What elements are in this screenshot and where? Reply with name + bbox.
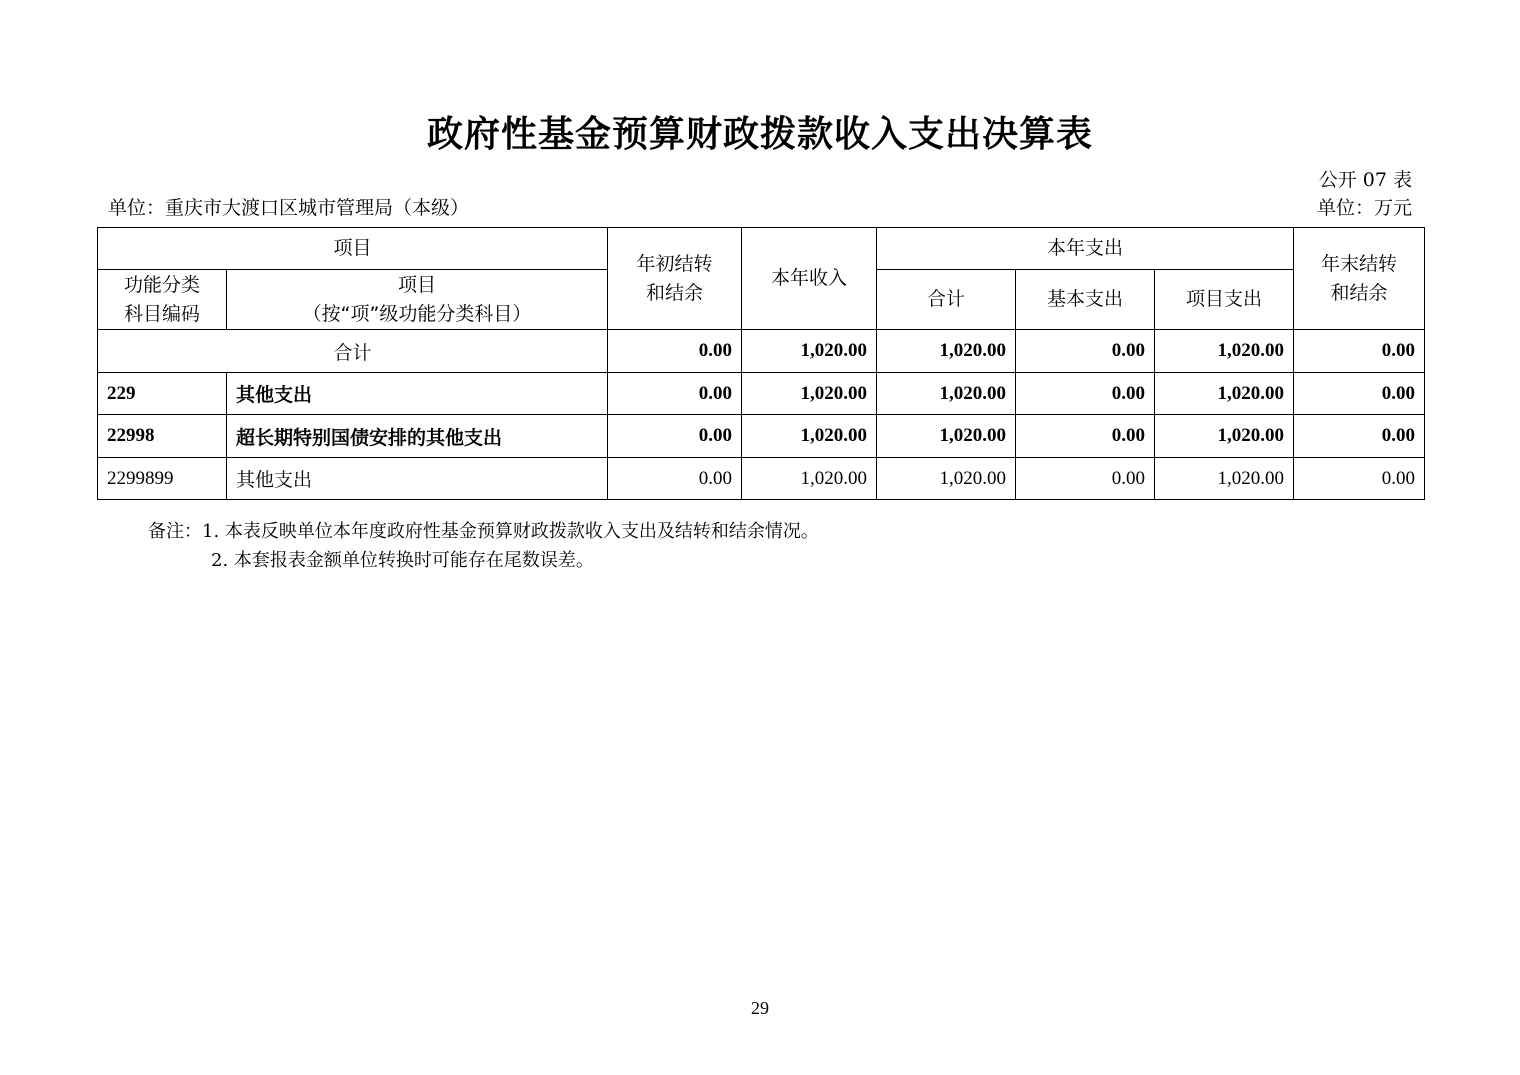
header-end-line2: 和结余 <box>1330 281 1388 304</box>
budget-table <box>97 227 1425 500</box>
row-end: 0.00 <box>1294 458 1425 500</box>
row-exp-basic: 0.00 <box>1016 373 1155 415</box>
header-exp-project: 项目支出 <box>1155 270 1294 330</box>
currency-unit: 单位：万元 <box>1316 197 1412 219</box>
row-code: 22998 <box>98 415 227 458</box>
header-expense-group: 本年支出 <box>877 228 1294 270</box>
row-end: 0.00 <box>1294 373 1425 415</box>
header-exp-total: 合计 <box>877 270 1016 330</box>
total-exp-total: 1,020.00 <box>877 330 1016 373</box>
header-item-line2: （按“项”级功能分类科目） <box>302 302 532 325</box>
page-title: 政府性基金预算财政拨款收入支出决算表 <box>426 114 1093 155</box>
note-line-1: 备注：1. 本表反映单位本年度政府性基金预算财政拨款收入支出及结转和结余情况。 <box>148 521 819 542</box>
row-code: 2299899 <box>98 458 227 500</box>
page-number: 29 <box>751 998 769 1018</box>
reporting-unit: 单位：重庆市大渡口区城市管理局（本级） <box>108 197 470 219</box>
total-begin: 0.00 <box>608 330 742 373</box>
row-name: 其他支出 <box>227 458 608 500</box>
row-exp-total: 1,020.00 <box>877 458 1016 500</box>
row-begin: 0.00 <box>608 415 742 458</box>
row-code: 229 <box>98 373 227 415</box>
row-name: 其他支出 <box>227 373 608 415</box>
row-exp-project: 1,020.00 <box>1155 415 1294 458</box>
note-line-2: 2. 本套报表金额单位转换时可能存在尾数误差。 <box>211 550 594 571</box>
form-number: 公开 07 表 <box>1318 169 1412 191</box>
row-end: 0.00 <box>1294 415 1425 458</box>
total-exp-project: 1,020.00 <box>1155 330 1294 373</box>
row-income: 1,020.00 <box>742 373 877 415</box>
header-row-1 <box>98 228 1425 270</box>
total-end: 0.00 <box>1294 330 1425 373</box>
header-item-group: 项目 <box>98 228 608 270</box>
header-begin-line2: 和结余 <box>646 281 704 304</box>
header-exp-basic: 基本支出 <box>1016 270 1155 330</box>
header-item-name <box>227 270 608 330</box>
header-begin-balance <box>608 228 742 330</box>
header-func-code-line2: 科目编码 <box>123 302 200 325</box>
header-func-code-line1: 功能分类 <box>123 273 200 296</box>
row-exp-basic: 0.00 <box>1016 415 1155 458</box>
header-income: 本年收入 <box>742 228 877 330</box>
total-exp-basic: 0.00 <box>1016 330 1155 373</box>
row-income: 1,020.00 <box>742 415 877 458</box>
total-income: 1,020.00 <box>742 330 877 373</box>
total-row <box>98 330 1425 373</box>
header-end-balance <box>1294 228 1425 330</box>
row-income: 1,020.00 <box>742 458 877 500</box>
header-item-line1: 项目 <box>398 273 437 296</box>
row-exp-total: 1,020.00 <box>877 415 1016 458</box>
row-exp-basic: 0.00 <box>1016 458 1155 500</box>
row-begin: 0.00 <box>608 458 742 500</box>
header-func-code <box>98 270 227 330</box>
table-row <box>98 458 1425 500</box>
header-end-line1: 年末结转 <box>1321 252 1398 275</box>
total-label: 合计 <box>98 330 608 373</box>
header-begin-line1: 年初结转 <box>636 252 713 275</box>
notes <box>148 517 819 575</box>
row-exp-project: 1,020.00 <box>1155 458 1294 500</box>
row-name: 超长期特别国债安排的其他支出 <box>227 415 608 458</box>
table-row <box>98 415 1425 458</box>
row-begin: 0.00 <box>608 373 742 415</box>
table-row <box>98 373 1425 415</box>
row-exp-total: 1,020.00 <box>877 373 1016 415</box>
row-exp-project: 1,020.00 <box>1155 373 1294 415</box>
